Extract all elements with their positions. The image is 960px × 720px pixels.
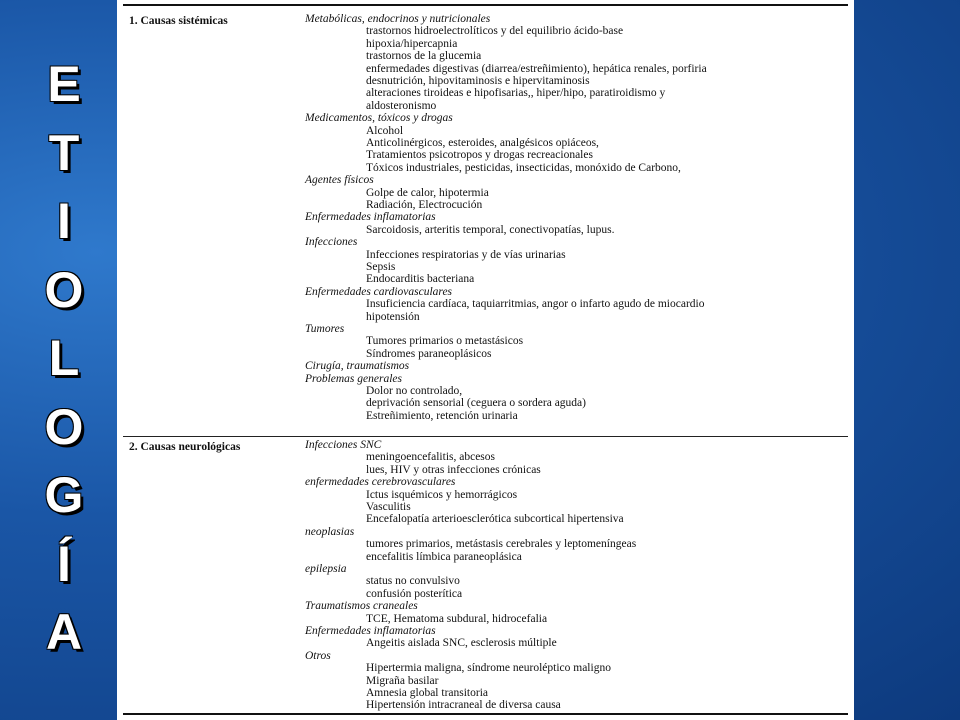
category-heading: Medicamentos, tóxicos y drogas <box>305 112 453 125</box>
cause-item: Dolor no controlado, <box>366 385 463 397</box>
category-heading: Cirugía, traumatismos <box>305 360 410 373</box>
section-label: 2. Causas neurológicas <box>129 441 241 453</box>
cause-item: Hipertensión intracraneal de diversa causa <box>366 699 561 712</box>
cause-item: hipoxia/hipercapnia <box>366 37 458 50</box>
cause-item: Amnesia global transitoria <box>366 687 488 699</box>
cause-item: Golpe de calor, hipotermia <box>366 186 489 199</box>
category-heading: Tumores <box>305 323 345 335</box>
cause-item: aldosteronismo <box>366 99 437 112</box>
category-heading: Otros <box>305 649 331 662</box>
cause-item: encefalitis límbica paraneoplásica <box>366 550 522 563</box>
category-heading: Agentes físicos <box>305 174 374 187</box>
title-letter: L <box>48 330 80 386</box>
category-heading: epilepsia <box>305 563 347 575</box>
top-rule <box>123 4 848 6</box>
title-letter: A <box>45 604 83 660</box>
category-heading: neoplasias <box>305 525 355 538</box>
cause-item: lues, HIV y otras infecciones crónicas <box>366 463 541 476</box>
cause-item: Estreñimiento, retención urinaria <box>366 409 518 422</box>
cause-item: Radiación, Electrocución <box>366 199 483 211</box>
cause-item: confusión posterítica <box>366 587 463 600</box>
category-heading: Infecciones <box>305 236 358 249</box>
cause-item: Tratamientos psicotropos y drogas recreacionales <box>366 149 593 162</box>
cause-item: deprivación sensorial (ceguera o sordera aguda) <box>366 397 586 410</box>
cause-item: Tumores primarios o metastásicos <box>366 335 524 348</box>
category-heading: Enfermedades inflamatorias <box>305 625 436 637</box>
title-letter: T <box>48 124 80 181</box>
category-heading: enfermedades cerebrovasculares <box>305 476 456 489</box>
cause-item: Encefalopatía arterioesclerótica subcortical hipertensiva <box>366 513 624 526</box>
cause-item: trastornos de la glucemia <box>366 50 482 63</box>
cause-item: Alcohol <box>366 124 404 137</box>
cause-item: Angeitis aislada SNC, esclerosis múltiple <box>366 637 557 650</box>
cause-item: Insuficiencia cardíaca, taquiarritmias, angor o infarto agudo de miocardio <box>366 298 705 311</box>
title-letter: I <box>57 193 71 249</box>
section-divider <box>123 436 848 437</box>
cause-item: Ictus isquémicos y hemorrágicos <box>366 488 518 501</box>
title-letter: E <box>47 56 81 112</box>
cause-item: Infecciones respiratorias y de vías urinarias <box>366 248 566 261</box>
category-heading: Infecciones SNC <box>305 439 382 451</box>
cause-item: Vasculitis <box>366 501 411 513</box>
cause-item: Anticolinérgicos, esteroides, analgésicos opiáceos, <box>366 137 599 149</box>
cause-item: desnutrición, hipovitaminosis e hipervitaminosis <box>366 75 590 87</box>
title-letter: O <box>44 261 84 318</box>
cause-item: Hipertermia maligna, síndrome neuroléptico maligno <box>366 662 611 675</box>
title-letter: O <box>44 398 84 455</box>
category-heading: Traumatismos craneales <box>305 600 418 613</box>
title-letter: G <box>44 467 84 523</box>
cause-item: Sepsis <box>366 261 396 273</box>
cause-item: hipotensión <box>366 310 420 323</box>
cause-item: meningoencefalitis, abcesos <box>366 451 496 464</box>
cause-item: status no convulsivo <box>366 575 460 588</box>
cause-item: Endocarditis bacteriana <box>366 273 475 286</box>
category-heading: Enfermedades cardiovasculares <box>305 285 453 298</box>
document-page <box>117 0 854 720</box>
cause-item: alteraciones tiroideas e hipofisarias,, hiper/hipo, paratiroidismo y <box>366 87 666 100</box>
cause-item: enfermedades digestivas (diarrea/estreñimiento), hepática renales, porfiria <box>366 62 707 75</box>
cause-item: TCE, Hematoma subdural, hidrocefalia <box>366 612 548 625</box>
cause-item: Tóxicos industriales, pesticidas, insecticidas, monóxido de Carbono, <box>366 161 681 174</box>
category-heading: Problemas generales <box>305 372 402 385</box>
category-heading: Metabólicas, endocrinos y nutricionales <box>305 13 491 25</box>
category-heading: Enfermedades inflamatorias <box>305 211 436 224</box>
bottom-rule <box>123 713 848 715</box>
vertical-title <box>38 50 90 667</box>
cause-item: Síndromes paraneoplásicos <box>366 347 492 360</box>
cause-item: Migraña basilar <box>366 674 439 687</box>
cause-item: tumores primarios, metástasis cerebrales y leptomeníngeas <box>366 538 637 551</box>
cause-item: Sarcoidosis, arteritis temporal, conectivopatías, lupus. <box>366 223 615 236</box>
cause-item: trastornos hidroelectrolíticos y del equilibrio ácido-base <box>366 25 624 38</box>
section-label: 1. Causas sistémicas <box>129 15 228 27</box>
title-letter: Í <box>57 535 71 592</box>
